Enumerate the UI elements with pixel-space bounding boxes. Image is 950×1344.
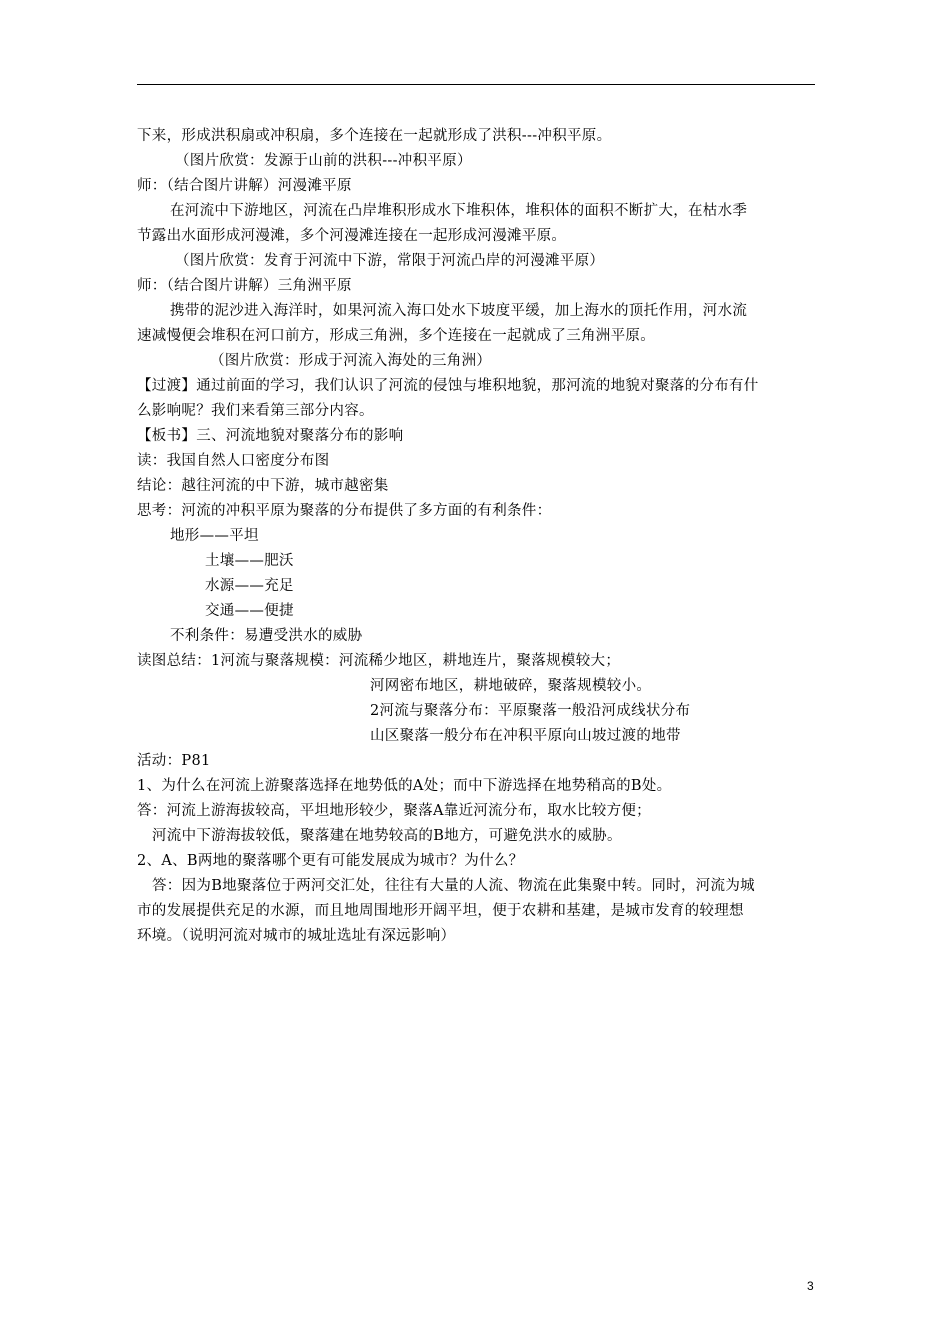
text-line: （图片欣赏：形成于河流入海处的三角洲） <box>210 353 492 369</box>
page-number: 3 <box>807 1279 814 1293</box>
text-line: 读：我国自然人口密度分布图 <box>137 453 330 469</box>
text-line: 地形——平坦 <box>170 528 259 544</box>
text-line: （图片欣赏：发育于河流中下游，常限于河流凸岸的河漫滩平原） <box>175 253 605 269</box>
text-line: 河流中下游海拔较低，聚落建在地势较高的B地方，可避免洪水的威胁。 <box>152 828 622 844</box>
text-line: （图片欣赏：发源于山前的洪积---冲积平原） <box>175 153 472 169</box>
text-line: 下来，形成洪积扇或冲积扇，多个连接在一起就形成了洪积---冲积平原。 <box>137 128 612 144</box>
text-line: 读图总结：1河流与聚落规模：河流稀少地区，耕地连片，聚落规模较大； <box>137 653 621 669</box>
text-line: 市的发展提供充足的水源，而且地周围地形开阔平坦，便于农耕和基建，是城市发育的较理想 <box>137 903 744 919</box>
text-line: 不利条件：易遭受洪水的威胁 <box>170 628 363 644</box>
text-line: 【板书】三、河流地貌对聚落分布的影响 <box>137 428 404 444</box>
text-line: 节露出水面形成河漫滩，多个河漫滩连接在一起形成河漫滩平原。 <box>137 228 567 244</box>
text-line: 交通——便捷 <box>205 603 294 619</box>
text-line: 山区聚落一般分布在冲积平原向山坡过渡的地带 <box>370 728 681 744</box>
text-line: 速减慢便会堆积在河口前方，形成三角洲，多个连接在一起就成了三角洲平原。 <box>137 328 655 344</box>
text-line: 河网密布地区，耕地破碎，聚落规模较小。 <box>370 678 652 694</box>
text-line: 思考：河流的冲积平原为聚落的分布提供了多方面的有利条件： <box>137 503 552 519</box>
text-line: 1、为什么在河流上游聚落选择在地势低的A处；而中下游选择在地势稍高的B处。 <box>137 778 672 794</box>
text-line: 答：因为B地聚落位于两河交汇处，往往有大量的人流、物流在此集聚中转。同时，河流为城 <box>152 878 755 894</box>
text-line: 水源——充足 <box>205 578 294 594</box>
header-rule <box>137 84 815 85</box>
text-line: 土壤——肥沃 <box>205 553 294 569</box>
text-line: 环境。（说明河流对城市的城址选址有深远影响） <box>137 928 456 944</box>
text-line: 么影响呢？我们来看第三部分内容。 <box>137 403 374 419</box>
text-line: 结论：越往河流的中下游，城市越密集 <box>137 478 389 494</box>
text-line: 【过渡】通过前面的学习，我们认识了河流的侵蚀与堆积地貌，那河流的地貌对聚落的分布有什 <box>137 378 759 394</box>
text-line: 师：（结合图片讲解）河漫滩平原 <box>137 178 352 194</box>
text-line: 在河流中下游地区，河流在凸岸堆积形成水下堆积体，堆积体的面积不断扩大，在枯水季 <box>170 203 748 219</box>
text-line: 2、A、B两地的聚落哪个更有可能发展成为城市？为什么？ <box>137 853 524 869</box>
text-line: 2河流与聚落分布：平原聚落一般沿河成线状分布 <box>370 703 691 719</box>
text-line: 携带的泥沙进入海洋时，如果河流入海口处水下坡度平缓，加上海水的顶托作用，河水流 <box>170 303 748 319</box>
text-line: 活动：P81 <box>137 753 211 769</box>
text-line: 师：（结合图片讲解）三角洲平原 <box>137 278 352 294</box>
text-line: 答：河流上游海拔较高，平坦地形较少，聚落A靠近河流分布，取水比较方便； <box>137 803 651 819</box>
